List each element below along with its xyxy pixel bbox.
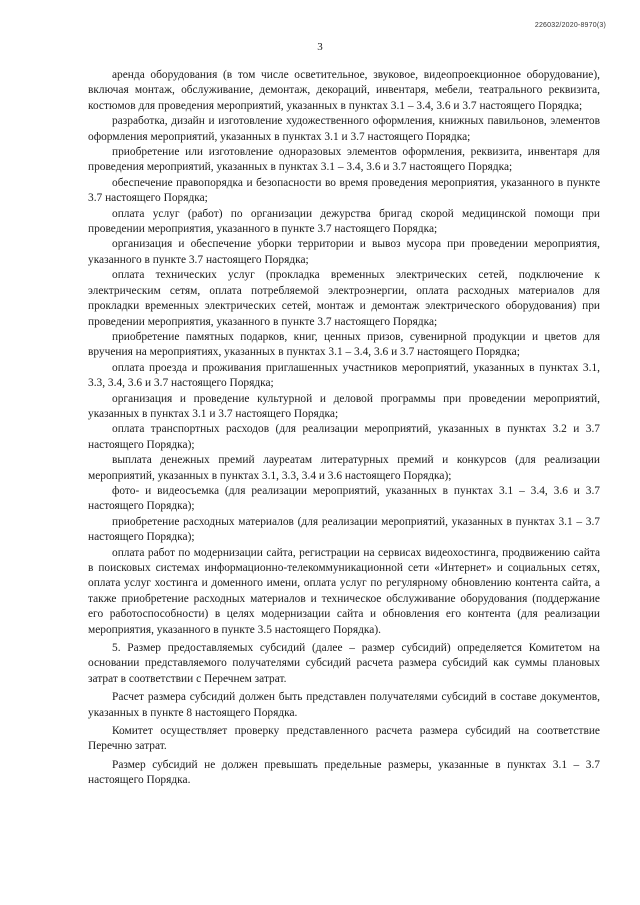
paragraph-cleaning: организация и обеспечение уборки территории и вывоз мусора при проведении мероприятия, указанного в пункте 3.7 настоящего Порядка;	[88, 238, 600, 266]
paragraph-gifts: приобретение памятных подарков, книг, ценных призов, сувенирной продукции и цветов для вручения на мероприятиях, указанных в пунктах 3.1 – 3.4, 3.6 и 3.7 настоящего Порядка;	[88, 330, 600, 359]
paragraph-technical-services: оплата технических услуг (прокладка временных электрических сетей, подключение к электрическим сетям, оплата потребляемой электроэнергии, оплата расходных материалов для прокладки временных электрических сетей, монтаж и демонтаж электрического оборудования) при проведении мероприятия, указанного в пункте 3.7 настоящего Порядка;	[88, 269, 600, 328]
paragraph-photo-video: фото- и видеосъемка (для реализации мероприятий, указанных в пунктах 3.1 – 3.4, 3.6 и 3.7 настоящего Порядка);	[88, 484, 600, 513]
paragraph-cultural-program: организация и проведение культурной и деловой программы при проведении мероприятий, указанных в пунктах 3.1 и 3.7 настоящего Порядка;	[88, 392, 600, 420]
paragraph-disposable-elements: приобретение или изготовление одноразовых элементов оформления, реквизита, инвентаря для проведения мероприятий, указанных в пунктах 3.1 – 3.4, 3.6 и 3.7 настоящего Порядка;	[88, 146, 600, 174]
paragraph-travel: оплата проезда и проживания приглашенных участников мероприятий, указанных в пунктах 3.1, 3.3, 3.4, 3.6 и 3.7 настоящего Порядка;	[88, 361, 600, 390]
paragraph-design-development: разработка, дизайн и изготовление художественного оформления, книжных павильонов, элементов оформления мероприятий, указанных в пунктах 3.1 и 3.7 настоящего Порядка;	[88, 115, 600, 143]
paragraph-website: оплата работ по модернизации сайта, регистрации на сервисах видеохостинга, продвижению сайта в поисковых системах информационно-телекоммуникационной сети «Интернет» и социальных сетях, оплата услуг хостинга и доменного имени, оплата услуг по регулярному обновлению контента сайта, а также приобретение расходных материалов и техническое обслуживание оборудования (поддержание его работоспособности) в целях модернизации сайта и обновления его контента (для реализации мероприятия, указанного в пункте 3.5 настоящего Порядка).	[88, 546, 600, 636]
paragraph-equipment-rental: аренда оборудования (в том числе осветительное, звуковое, видеопроекционное оборудование), включая монтаж, обслуживание, демонтаж, декораций, инвентаря, мебели, театрального реквизита, костюмов для проведения мероприятий, указанных в пунктах 3.1 – 3.4, 3.6 и 3.7 настоящего Порядка;	[88, 69, 600, 112]
paragraph-subsidy-limit: Размер субсидий не должен превышать предельные размеры, указанные в пунктах 3.1 – 3.7 настоящего Порядка.	[88, 758, 600, 787]
paragraph-consumables: приобретение расходных материалов (для реализации мероприятий, указанных в пунктах 3.1 – 3.7 настоящего Порядка);	[88, 515, 600, 544]
paragraph-subsidy-size: 5. Размер предоставляемых субсидий (далее – размер субсидий) определяется Комитетом на основании представляемого получателями субсидий расчета размера субсидий как суммы плановых затрат в соответствии с Перечнем затрат.	[88, 642, 600, 685]
document-body	[88, 68, 600, 789]
page-number: 3	[317, 41, 323, 53]
paragraph-medical-service: оплата услуг (работ) по организации дежурства бригад скорой медицинской помощи при проведении мероприятия, указанного в пункте 3.7 настоящего Порядка;	[88, 207, 600, 236]
paragraph-security: обеспечение правопорядка и безопасности во время проведения мероприятия, указанного в пункте 3.7 настоящего Порядка;	[88, 176, 600, 205]
paragraph-committee-check: Комитет осуществляет проверку представленного расчета размера субсидий на соответствие Перечню затрат.	[88, 725, 600, 753]
paragraph-prizes: выплата денежных премий лауреатам литературных премий и конкурсов (для реализации мероприятий, указанных в пунктах 3.1, 3.3, 3.4 и 3.6 настоящего Порядка);	[88, 454, 600, 482]
paragraph-subsidy-calculation: Расчет размера субсидий должен быть представлен получателями субсидий в составе документов, указанных в пункте 8 настоящего Порядка.	[88, 691, 600, 719]
document-registration-number: 226032/2020-8970(3)	[534, 22, 606, 29]
paragraph-transport: оплата транспортных расходов (для реализации мероприятий, указанных в пунктах 3.2 и 3.7 настоящего Порядка);	[88, 423, 600, 451]
